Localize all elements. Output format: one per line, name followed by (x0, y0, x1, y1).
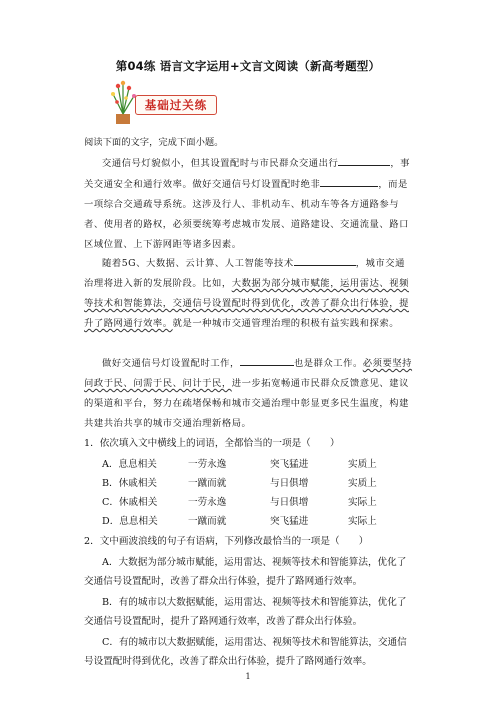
question-1-stem: 1．依次填入文中横线上的词语，全都恰当的一项是（ ） (84, 438, 340, 449)
section-label: 基础过关练 (135, 95, 217, 115)
q1-option-c[interactable]: C．休戚相关 一劳永逸 与日俱增 实际上 (102, 497, 377, 508)
q2-option-a[interactable]: A．大数据为部分城市赋能，运用雷达、视频等技术和智能算法，优化了交通信号设置配时，改善了群众出行体验，提升了路网通行效率。 (84, 557, 407, 587)
passage-paragraph-2: 随着5G、大数据、云计算、人工智能等技术 ，城市交通治理将进入新的发展阶段。比如，大数据为部分城市赋能，运用雷达、视频等技术和智能算法，交通信号设置配时得到优化，改善了群众出行体验，提升了路网通行效率。就是一种城市交通管理治理的积极有益实践和探索。 (84, 253, 414, 334)
page-title: 第04练 语言文字运用+文言文阅读（新高考题型） (115, 59, 381, 73)
page-number: 1 (245, 672, 251, 681)
wavy-sentence-2: 必须要坚持问政于民、问需于民、问计于民， (84, 358, 413, 389)
q1-option-a[interactable]: A．息息相关 一劳永逸 突飞猛进 实质上 (102, 459, 377, 470)
blank-4 (240, 353, 294, 366)
question-2-stem: 2．文中画波浪线的句子有语病，下列修改最恰当的一项是（ ） (84, 536, 369, 547)
passage-paragraph-1: 交通信号灯貌似小，但其设置配时与市民群众交通出行 ，事关交通安全和通行效率。做好交通信号灯设置配时绝非 ，而是一项综合交通疏导系统。这涉及行人、非机动车、机动车等各方通路参与者、使用者的路权，必须要统筹考虑城市发展、道路建设、交通流量、路口区域位置、上下游网距等诸多因素。 (84, 153, 414, 255)
q1-option-b[interactable]: B．休戚相关 一蹴而就 与日俱增 实质上 (102, 478, 377, 489)
passage-paragraph-3: 做好交通信号灯设置配时工作， 也是群众工作。必须要坚持问政于民、问需于民、问计于民，进一步拓宽畅通市民群众反馈意见、建议的渠道和平台，努力在疏堵保畅和城市交通治理中彰显更多民生温度，构建共建共治共享的城市交通治理新格局。 (84, 353, 414, 434)
wavy-sentence: 大数据为部分城市赋能，运用雷达、视频等技术和智能算法，交通信号设置配时得到优化，改善了群众出行体验，提升了路网通行效率。 (84, 278, 409, 329)
blank-1 (338, 153, 390, 166)
blank-3 (294, 253, 356, 266)
q2-option-b[interactable]: B．有的城市以大数据赋能，运用雷达、视频等技术和智能算法，优化了交通信号设置配时，提升了路网通行效率，改善了群众出行体验。 (84, 597, 407, 627)
instruction: 阅读下面的文字，完成下面小题。 (84, 137, 224, 148)
q1-option-d[interactable]: D．息息相关 一蹴而就 突飞猛进 实际上 (102, 516, 377, 527)
q2-option-c[interactable]: C．有的城市以大数据赋能，运用雷达、视频等技术和智能算法，交通信号设置配时得到优化，改善了群众出行体验，提升了路网通行效率。 (84, 637, 407, 667)
blank-2 (320, 174, 378, 187)
